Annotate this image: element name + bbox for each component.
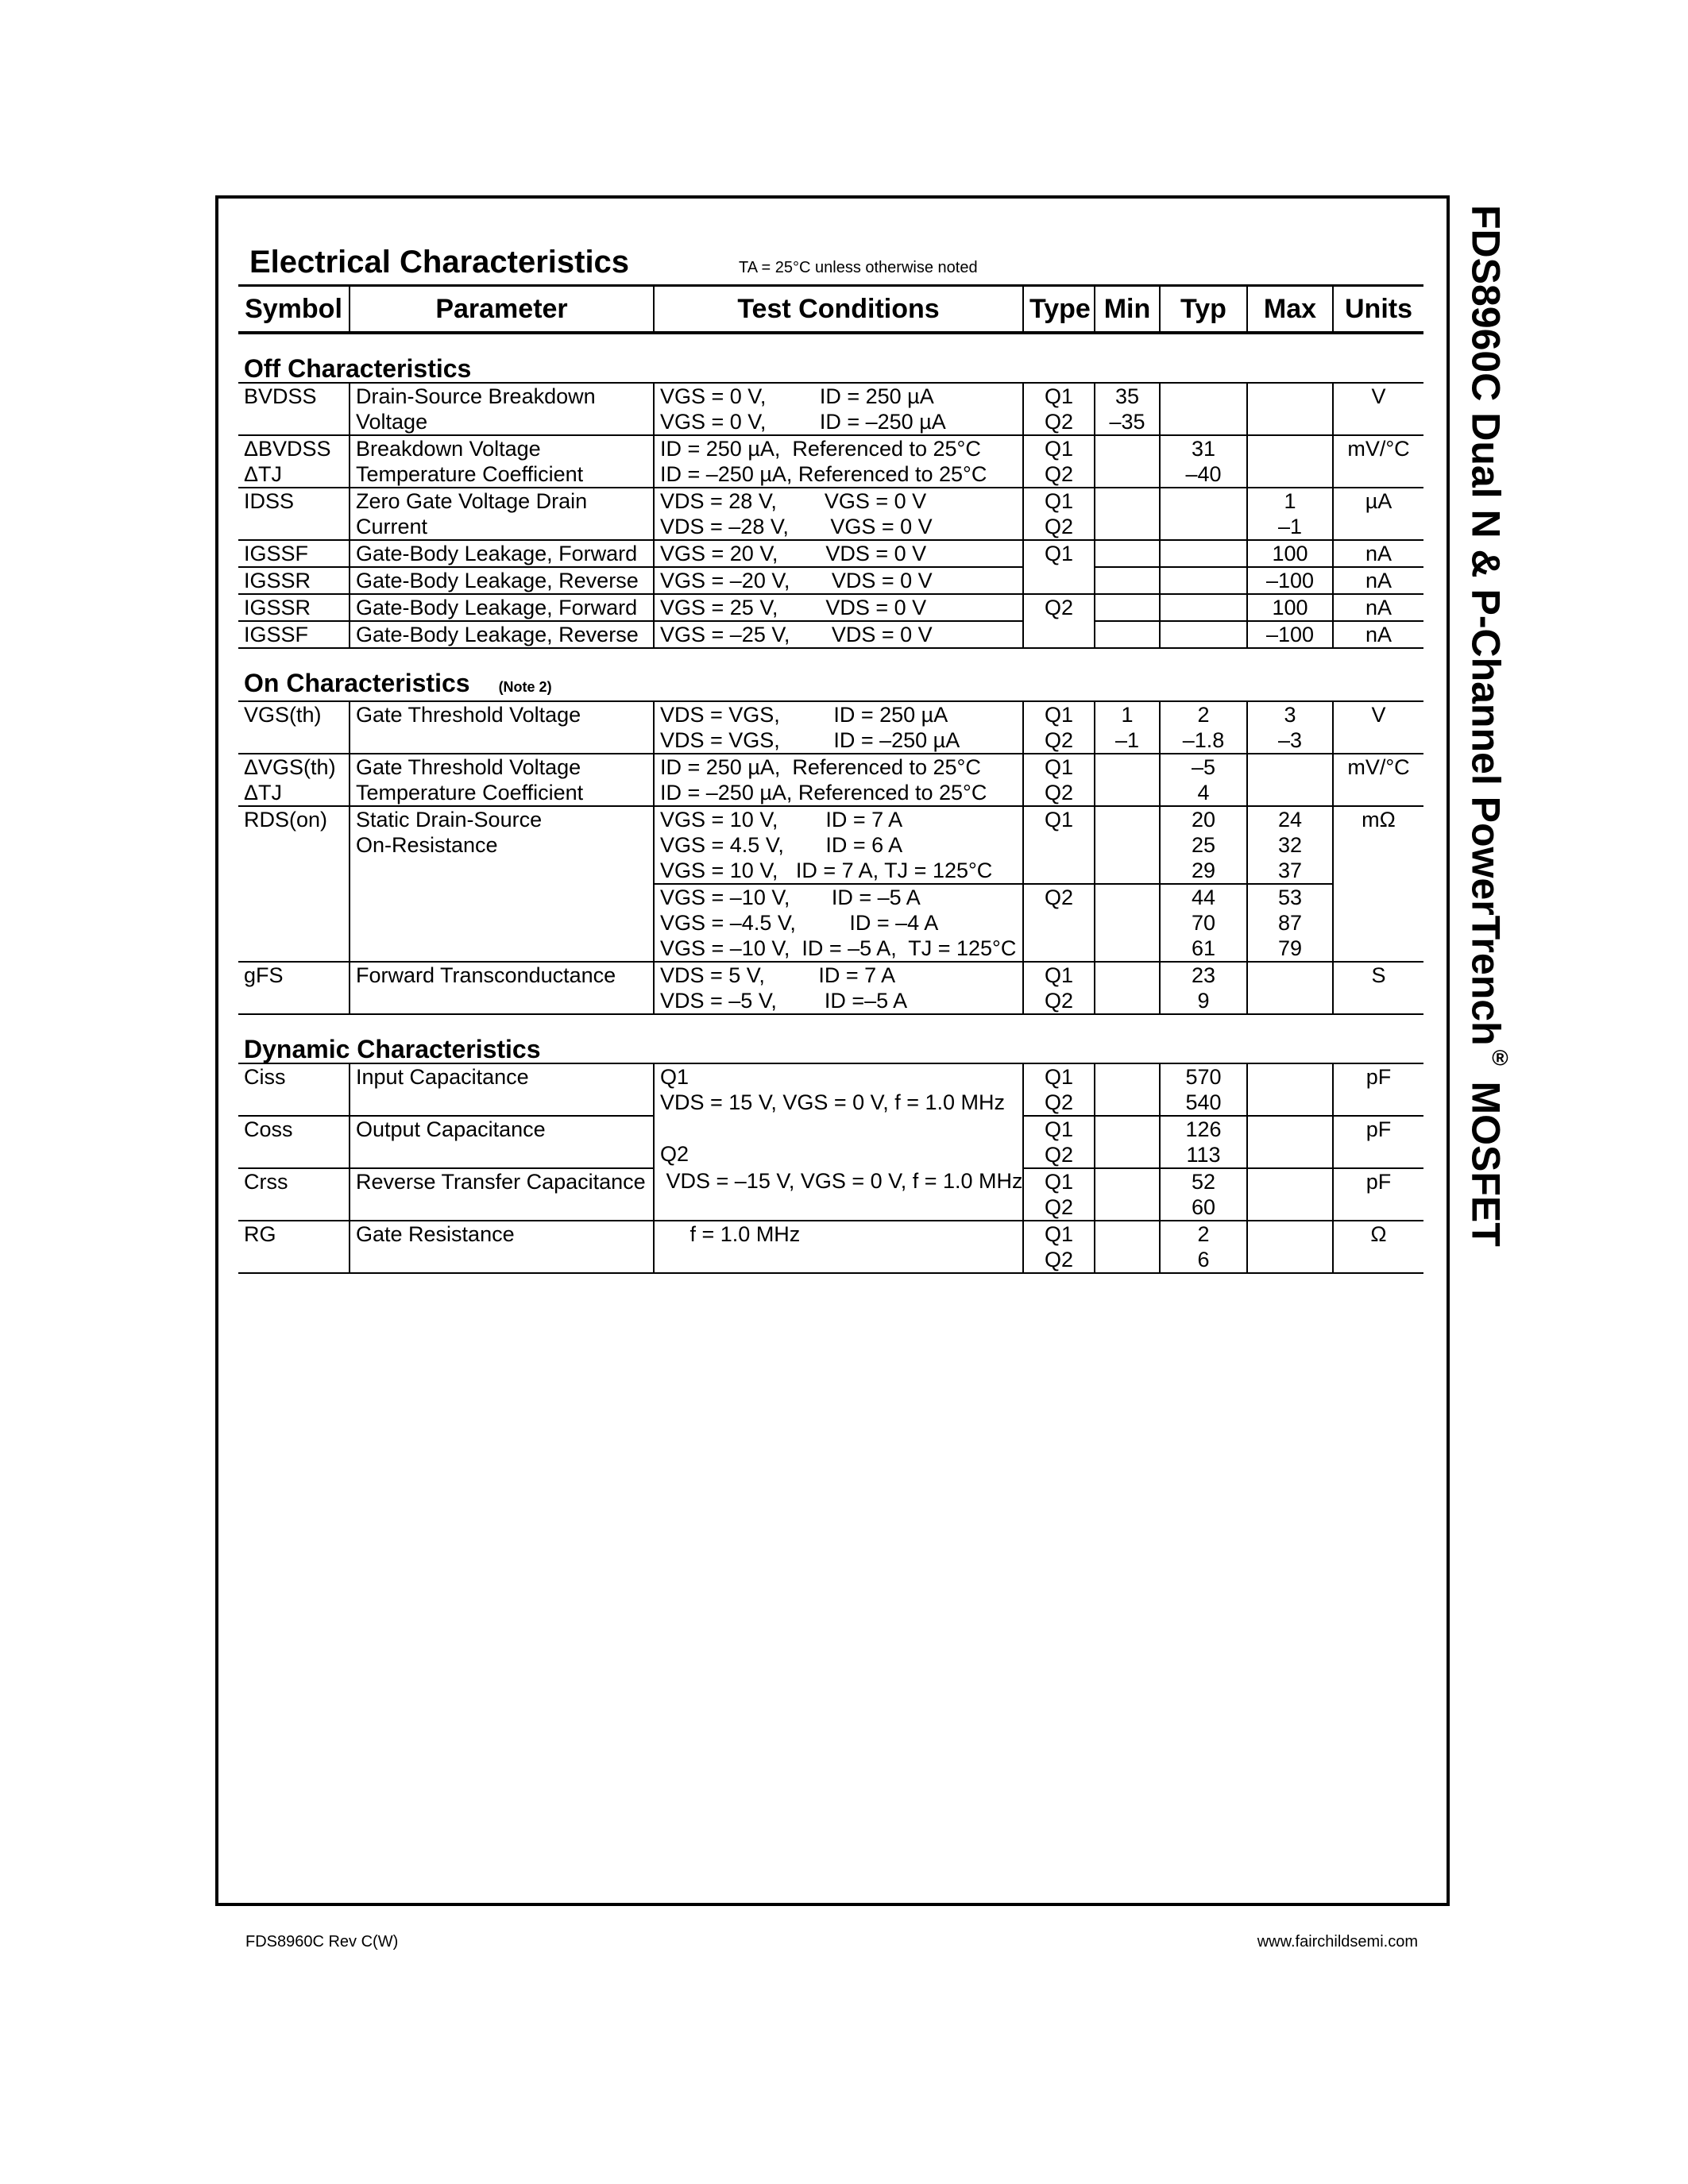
cell-min — [1095, 540, 1160, 567]
cell-condition: VGS = –10 V, ID = –5 A VGS = –4.5 V, ID = –4 A VGS = –10 V, ID = –5 A, TJ = 125°C — [654, 884, 1023, 962]
cell-condition: VDS = –15 V, VGS = 0 V, f = 1.0 MHz — [654, 1168, 1023, 1221]
table-row — [238, 435, 1423, 488]
section-note: TA = 25°C unless otherwise noted — [739, 259, 978, 276]
cell-max — [1247, 1063, 1333, 1116]
cell-typ: 2 –1.8 — [1160, 701, 1247, 754]
cell-typ: 2 6 — [1160, 1221, 1247, 1273]
header-units: Units — [1333, 286, 1423, 334]
cell-max — [1247, 1116, 1333, 1168]
cell-typ: 23 9 — [1160, 962, 1247, 1014]
cell-typ: 52 60 — [1160, 1168, 1247, 1221]
cell-symbol: RDS(on) — [238, 806, 350, 884]
footer-website: www.fairchildsemi.com — [1257, 1933, 1418, 1951]
cell-min — [1095, 806, 1160, 884]
cell-units: nA — [1333, 567, 1423, 594]
cell-max: 53 87 79 — [1247, 884, 1333, 962]
cell-condition: VGS = 0 V, ID = 250 µA VGS = 0 V, ID = –250 µA — [654, 383, 1023, 435]
cell-condition: VGS = –25 V, VDS = 0 V — [654, 621, 1023, 648]
table-row — [238, 567, 1423, 594]
cell-symbol: VGS(th) — [238, 701, 350, 754]
cell-min — [1095, 1168, 1160, 1221]
cell-typ: 20 25 29 — [1160, 806, 1247, 884]
cell-parameter: Gate-Body Leakage, Forward — [350, 594, 654, 621]
cell-symbol: Ciss — [238, 1063, 350, 1116]
cell-condition: VGS = 20 V, VDS = 0 V — [654, 540, 1023, 567]
cell-parameter: Gate Threshold Voltage — [350, 701, 654, 754]
table-row — [238, 1168, 1423, 1221]
cell-condition: VGS = 25 V, VDS = 0 V — [654, 594, 1023, 621]
table-row — [238, 806, 1423, 884]
cell-typ — [1160, 567, 1247, 594]
header-test-conditions: Test Conditions — [654, 286, 1023, 334]
table-row — [238, 1063, 1423, 1116]
cell-max: 1 –1 — [1247, 488, 1333, 540]
cell-units: nA — [1333, 594, 1423, 621]
cell-parameter: Input Capacitance — [350, 1063, 654, 1116]
table-header-row — [238, 286, 1423, 334]
cell-condition: f = 1.0 MHz — [654, 1221, 1023, 1273]
table-row — [238, 621, 1423, 648]
cell-condition: VDS = 5 V, ID = 7 A VDS = –5 V, ID =–5 A — [654, 962, 1023, 1014]
cell-units: pF — [1333, 1063, 1423, 1116]
cell-symbol: IGSSF — [238, 540, 350, 567]
header-symbol: Symbol — [238, 286, 350, 334]
cell-max: 100 — [1247, 594, 1333, 621]
cell-type — [1023, 567, 1095, 594]
cell-symbol: Coss — [238, 1116, 350, 1168]
cell-min — [1095, 884, 1160, 962]
cell-parameter: Reverse Transfer Capacitance — [350, 1168, 654, 1221]
table-row — [238, 1221, 1423, 1273]
table-row — [238, 701, 1423, 754]
cell-min — [1095, 594, 1160, 621]
cell-min — [1095, 962, 1160, 1014]
cell-min — [1095, 1116, 1160, 1168]
cell-typ — [1160, 488, 1247, 540]
category-note: (Note 2) — [498, 679, 552, 695]
cell-type: Q1 — [1023, 806, 1095, 884]
cell-parameter: Gate-Body Leakage, Reverse — [350, 567, 654, 594]
cell-symbol — [238, 884, 350, 962]
category-title: On Characteristics — [244, 669, 470, 697]
cell-max: –100 — [1247, 621, 1333, 648]
category-title: Dynamic Characteristics — [244, 1035, 541, 1063]
cell-parameter: Gate Resistance — [350, 1221, 654, 1273]
cell-parameter: Static Drain-Source On-Resistance — [350, 806, 654, 884]
cell-parameter: Forward Transconductance — [350, 962, 654, 1014]
cell-parameter: Output Capacitance — [350, 1116, 654, 1168]
table-row — [238, 540, 1423, 567]
cell-typ: 570 540 — [1160, 1063, 1247, 1116]
table-row — [238, 1116, 1423, 1168]
cell-parameter: Zero Gate Voltage Drain Current — [350, 488, 654, 540]
cell-symbol: ΔVGS(th) ΔTJ — [238, 754, 350, 806]
cell-max — [1247, 962, 1333, 1014]
cell-symbol: IGSSR — [238, 567, 350, 594]
cell-units: pF — [1333, 1168, 1423, 1221]
cell-min — [1095, 1221, 1160, 1273]
cell-symbol: IGSSR — [238, 594, 350, 621]
cell-condition: VDS = 28 V, VGS = 0 V VDS = –28 V, VGS = 0 V — [654, 488, 1023, 540]
table-row — [238, 383, 1423, 435]
cell-condition: ID = 250 µA, Referenced to 25°C ID = –250 µA, Referenced to 25°C — [654, 435, 1023, 488]
cell-type: Q1 Q2 — [1023, 754, 1095, 806]
cell-typ: –5 4 — [1160, 754, 1247, 806]
footer-revision: FDS8960C Rev C(W) — [245, 1933, 399, 1951]
header-max: Max — [1247, 286, 1333, 334]
cell-min — [1095, 754, 1160, 806]
cell-type: Q1 Q2 — [1023, 1168, 1095, 1221]
cell-parameter: Gate-Body Leakage, Reverse — [350, 621, 654, 648]
cell-type: Q1 Q2 — [1023, 383, 1095, 435]
cell-typ: 126 113 — [1160, 1116, 1247, 1168]
cell-max: –100 — [1247, 567, 1333, 594]
table-row — [238, 594, 1423, 621]
cell-typ — [1160, 621, 1247, 648]
cell-condition: ID = 250 µA, Referenced to 25°C ID = –250 µA, Referenced to 25°C — [654, 754, 1023, 806]
cell-symbol: IGSSF — [238, 621, 350, 648]
cell-units: S — [1333, 962, 1423, 1014]
cell-parameter: Gate Threshold Voltage Temperature Coefficient — [350, 754, 654, 806]
cell-max — [1247, 383, 1333, 435]
cell-condition: Q1 VDS = 15 V, VGS = 0 V, f = 1.0 MHz — [654, 1063, 1023, 1116]
cell-type: Q2 — [1023, 884, 1095, 962]
cell-min — [1095, 435, 1160, 488]
characteristics-table — [238, 284, 1423, 1274]
cell-type: Q1 Q2 — [1023, 1221, 1095, 1273]
cell-symbol: gFS — [238, 962, 350, 1014]
cell-max — [1247, 435, 1333, 488]
cell-type: Q1 Q2 — [1023, 1116, 1095, 1168]
cell-type: Q1 — [1023, 540, 1095, 567]
category-row — [238, 648, 1423, 701]
cell-condition: VDS = VGS, ID = 250 µA VDS = VGS, ID = –250 µA — [654, 701, 1023, 754]
cell-min — [1095, 488, 1160, 540]
cell-type: Q1 Q2 — [1023, 962, 1095, 1014]
category-row — [238, 333, 1423, 383]
cell-units: µA — [1333, 488, 1423, 540]
cell-type: Q2 — [1023, 594, 1095, 621]
cell-max — [1247, 1221, 1333, 1273]
header-typ: Typ — [1160, 286, 1247, 334]
table-row — [238, 962, 1423, 1014]
cell-units: mV/°C — [1333, 435, 1423, 488]
cell-type: Q1 Q2 — [1023, 1063, 1095, 1116]
cell-condition: VGS = –20 V, VDS = 0 V — [654, 567, 1023, 594]
cell-typ — [1160, 383, 1247, 435]
cell-symbol: RG — [238, 1221, 350, 1273]
document-title: FDS8960C Dual N & P-Channel PowerTrench® MOSFET — [1463, 205, 1512, 1247]
cell-parameter: Gate-Body Leakage, Forward — [350, 540, 654, 567]
cell-typ: 44 70 61 — [1160, 884, 1247, 962]
cell-units: V — [1333, 701, 1423, 754]
cell-units: Ω — [1333, 1221, 1423, 1273]
cell-min — [1095, 1063, 1160, 1116]
cell-typ — [1160, 540, 1247, 567]
cell-condition: Q2 — [654, 1116, 1023, 1168]
table-row — [238, 754, 1423, 806]
category-row — [238, 1014, 1423, 1063]
cell-units — [1333, 884, 1423, 962]
cell-symbol: ΔBVDSS ΔTJ — [238, 435, 350, 488]
cell-min: 35 –35 — [1095, 383, 1160, 435]
cell-min — [1095, 621, 1160, 648]
cell-symbol: IDSS — [238, 488, 350, 540]
cell-max — [1247, 754, 1333, 806]
table-row — [238, 884, 1423, 962]
cell-typ — [1160, 594, 1247, 621]
cell-type: Q1 Q2 — [1023, 488, 1095, 540]
cell-max — [1247, 1168, 1333, 1221]
cell-parameter — [350, 884, 654, 962]
cell-parameter: Drain-Source Breakdown Voltage — [350, 383, 654, 435]
cell-typ: 31 –40 — [1160, 435, 1247, 488]
header-parameter: Parameter — [350, 286, 654, 334]
cell-max: 24 32 37 — [1247, 806, 1333, 884]
section-title: Electrical Characteristics — [249, 245, 630, 280]
cell-condition: VGS = 10 V, ID = 7 A VGS = 4.5 V, ID = 6 A VGS = 10 V, ID = 7 A, TJ = 125°C — [654, 806, 1023, 884]
cell-max: 100 — [1247, 540, 1333, 567]
cell-units: pF — [1333, 1116, 1423, 1168]
header-type: Type — [1023, 286, 1095, 334]
cell-min: 1 –1 — [1095, 701, 1160, 754]
registered-mark: ® — [1488, 1045, 1512, 1071]
cell-units: nA — [1333, 540, 1423, 567]
category-title: Off Characteristics — [244, 354, 472, 383]
cell-units: mΩ — [1333, 806, 1423, 884]
cell-type: Q1 Q2 — [1023, 701, 1095, 754]
cell-type — [1023, 621, 1095, 648]
cell-symbol: BVDSS — [238, 383, 350, 435]
cell-units: mV/°C — [1333, 754, 1423, 806]
table-row — [238, 488, 1423, 540]
cell-max: 3 –3 — [1247, 701, 1333, 754]
cell-parameter: Breakdown Voltage Temperature Coefficient — [350, 435, 654, 488]
cell-min — [1095, 567, 1160, 594]
cell-units: nA — [1333, 621, 1423, 648]
cell-symbol: Crss — [238, 1168, 350, 1221]
cell-type: Q1 Q2 — [1023, 435, 1095, 488]
header-min: Min — [1095, 286, 1160, 334]
cell-units: V — [1333, 383, 1423, 435]
